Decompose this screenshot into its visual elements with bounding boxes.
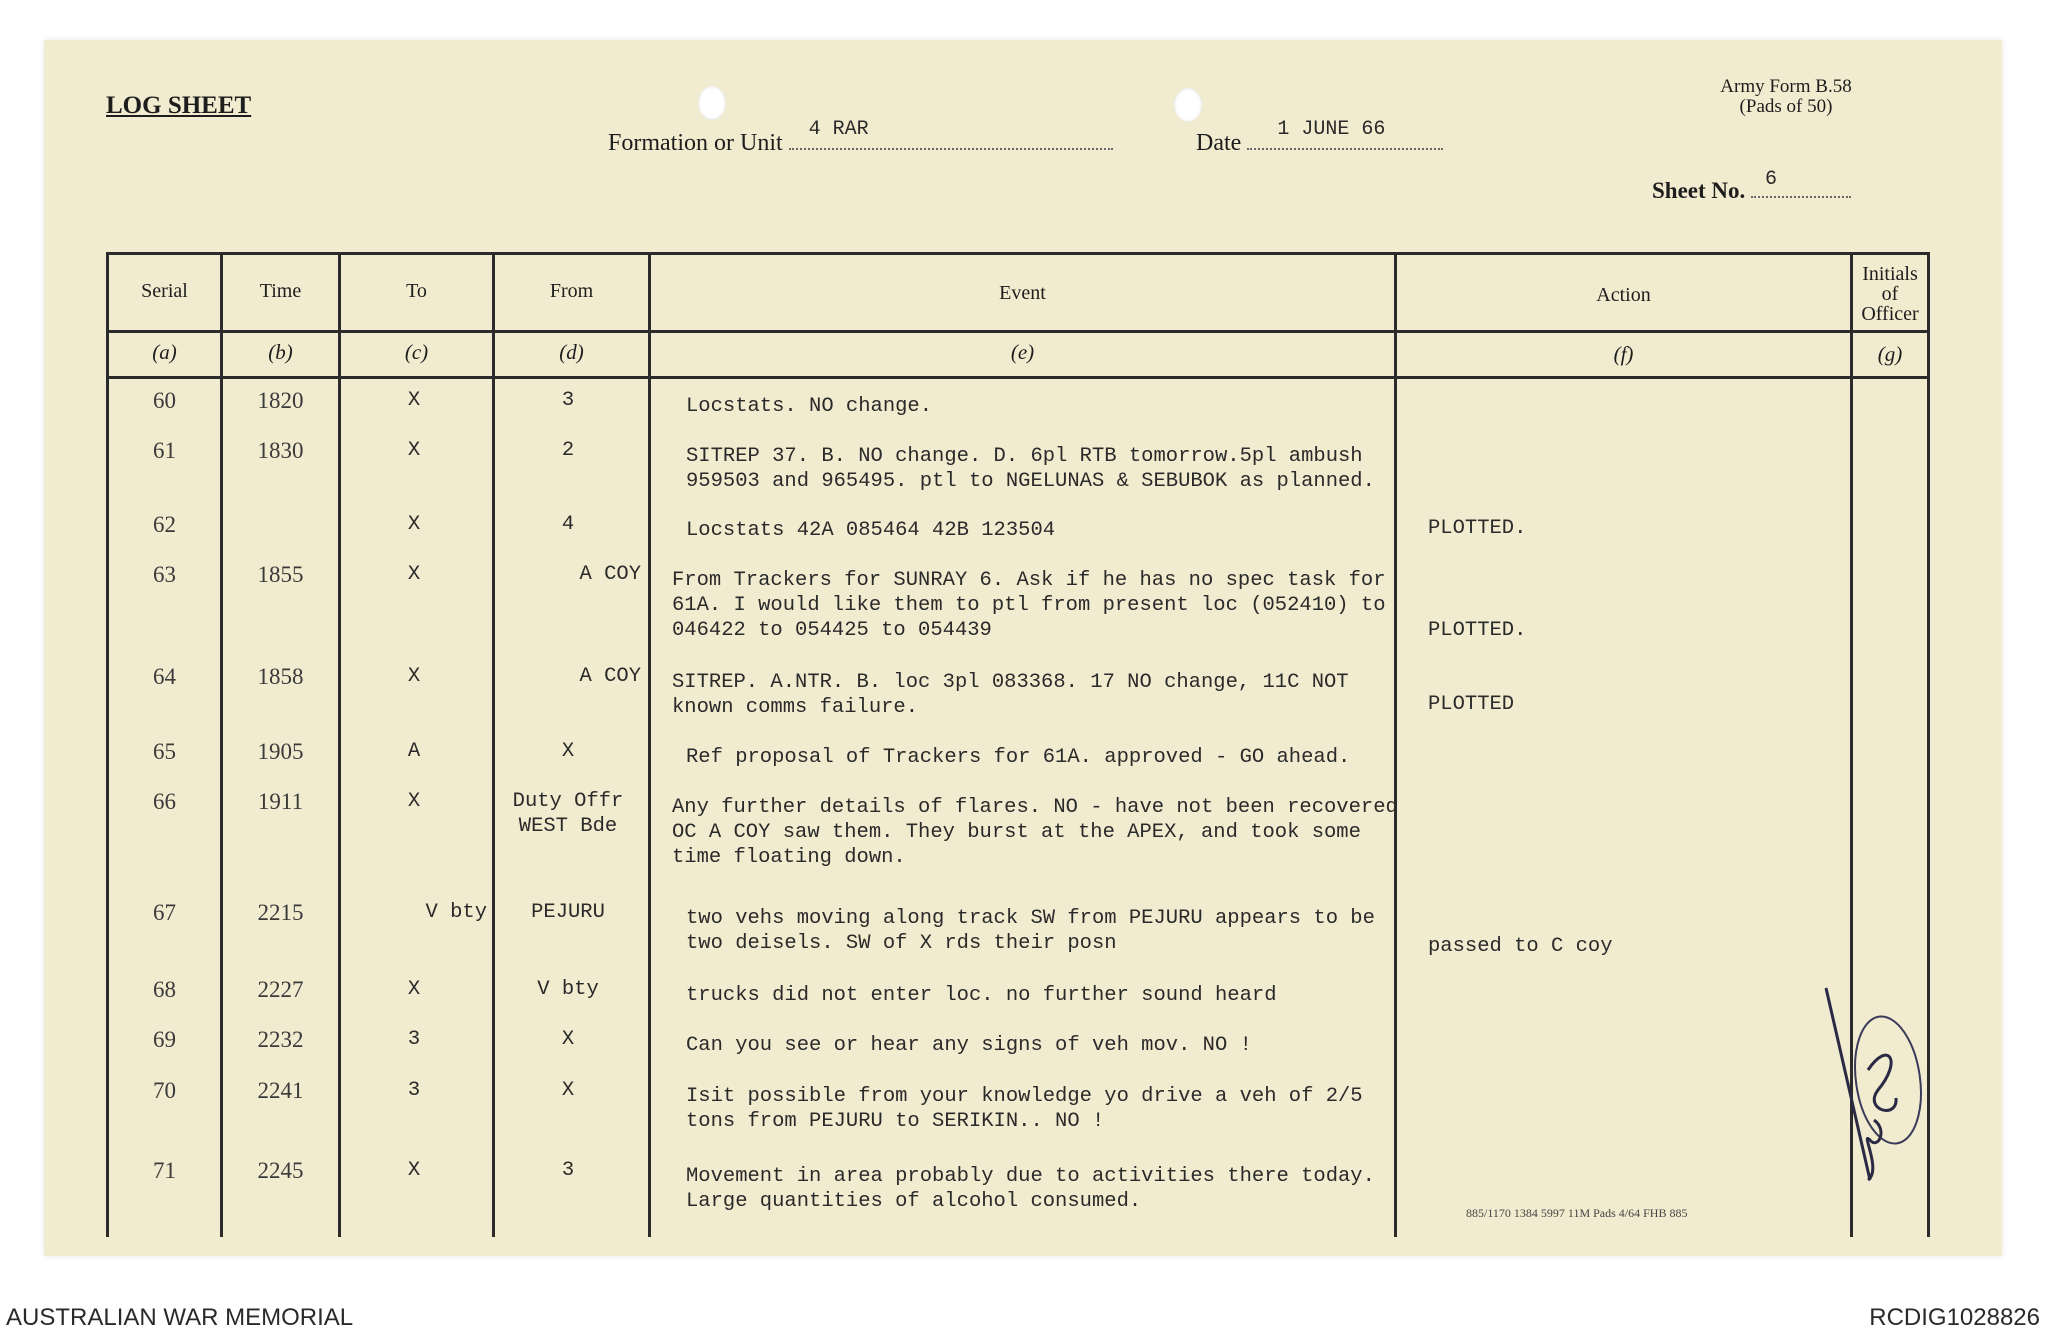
formation-value: 4 RAR bbox=[808, 118, 869, 141]
from-event-rule bbox=[648, 252, 651, 1237]
to-cell: 3 bbox=[407, 1079, 421, 1102]
header-divider-rule bbox=[106, 330, 1930, 333]
officer-initials-signature bbox=[1808, 980, 1928, 1200]
col-initials-line-2: of bbox=[1881, 283, 1899, 305]
col-initials-line-3: Officer bbox=[1861, 303, 1919, 325]
event-line: From Trackers for SUNRAY 6. Ask if he has no spec task for bbox=[672, 569, 1386, 592]
time-cell: 1855 bbox=[257, 562, 304, 587]
col-from-header: From bbox=[549, 280, 594, 302]
col-letter-g: (g) bbox=[1877, 342, 1903, 366]
from-cell: Duty Offr bbox=[512, 790, 624, 813]
event-line: trucks did not enter loc. no further sound heard bbox=[686, 984, 1277, 1007]
serial-cell: 62 bbox=[153, 512, 176, 537]
punch-hole-right bbox=[1174, 88, 1202, 122]
pads-note: (Pads of 50) bbox=[1739, 96, 1833, 117]
serial-cell: 66 bbox=[153, 789, 176, 814]
time-cell: 1911 bbox=[257, 789, 304, 814]
serial-cell: 63 bbox=[153, 562, 176, 587]
formation-value-line bbox=[789, 118, 1113, 150]
from-cell: 3 bbox=[561, 389, 575, 412]
col-initials-header bbox=[1853, 264, 1927, 324]
serial-cell: 71 bbox=[153, 1158, 176, 1183]
date-value: 1 JUNE 66 bbox=[1277, 118, 1386, 141]
punch-hole-left bbox=[698, 86, 726, 120]
event-line: SITREP. A.NTR. B. loc 3pl 083368. 17 NO change, 11C NOT bbox=[672, 671, 1349, 694]
time-cell: 2215 bbox=[257, 900, 304, 925]
serial-cell: 60 bbox=[153, 388, 176, 413]
col-serial-header: Serial bbox=[141, 280, 188, 302]
table-top-rule bbox=[106, 252, 1930, 255]
col-letter-e: (e) bbox=[1010, 340, 1035, 364]
col-letter-c: (c) bbox=[404, 340, 429, 364]
col-time-header: Time bbox=[259, 280, 302, 302]
to-cell: A bbox=[407, 740, 421, 763]
archive-credit: AUSTRALIAN WAR MEMORIAL bbox=[6, 1304, 354, 1331]
event-action-rule bbox=[1394, 252, 1397, 1237]
time-cell: 1905 bbox=[257, 739, 304, 764]
time-cell: 1830 bbox=[257, 438, 304, 463]
event-line: Isit possible from your knowledge yo drive a veh of 2/5 bbox=[686, 1085, 1363, 1108]
letters-divider-rule bbox=[106, 376, 1930, 379]
time-cell: 2245 bbox=[257, 1158, 304, 1183]
formation-field bbox=[608, 118, 1113, 157]
from-cell: 3 bbox=[561, 1159, 575, 1182]
event-line: Ref proposal of Trackers for 61A. approved - GO ahead. bbox=[686, 746, 1351, 769]
to-cell: X bbox=[407, 563, 421, 586]
serial-cell: 67 bbox=[153, 900, 176, 925]
army-form-number: Army Form B.58 bbox=[1720, 76, 1852, 97]
sheet-number-value: 6 bbox=[1765, 168, 1778, 191]
event-line: Can you see or hear any signs of veh mov. NO ! bbox=[686, 1034, 1252, 1057]
to-cell: X bbox=[407, 665, 421, 688]
event-line: known comms failure. bbox=[672, 696, 919, 719]
event-line: Movement in area probably due to activities there today. bbox=[686, 1165, 1375, 1188]
event-line: Any further details of flares. NO - have not been recovered bbox=[672, 796, 1398, 819]
army-form-label bbox=[1706, 76, 1866, 118]
col-letter-a: (a) bbox=[152, 340, 177, 364]
time-cell: 2241 bbox=[257, 1078, 304, 1103]
to-cell: X bbox=[407, 439, 421, 462]
time-cell: 2232 bbox=[257, 1027, 304, 1052]
date-field bbox=[1196, 118, 1443, 157]
print-code: 885/1170 1384 5997 11M Pads 4/64 FHB 885 bbox=[1466, 1206, 1688, 1220]
to-cell: V bty bbox=[425, 901, 487, 924]
event-line: 61A. I would like them to ptl from present loc (052410) to bbox=[672, 594, 1386, 617]
event-line: SITREP 37. B. NO change. D. 6pl RTB tomorrow.5pl ambush bbox=[686, 445, 1363, 468]
action-line: passed to C coy bbox=[1428, 935, 1613, 958]
action-line: PLOTTED. bbox=[1428, 619, 1527, 642]
time-cell: 1820 bbox=[257, 388, 304, 413]
event-line: 959503 and 965495. ptl to NGELUNAS & SEBUBOK as planned. bbox=[686, 470, 1375, 493]
col-letter-b: (b) bbox=[268, 340, 293, 364]
event-line: Locstats. NO change. bbox=[686, 395, 933, 418]
to-cell: 3 bbox=[407, 1028, 421, 1051]
event-line: Large quantities of alcohol consumed. bbox=[686, 1190, 1142, 1213]
event-line: two vehs moving along track SW from PEJURU appears to be bbox=[686, 907, 1375, 930]
serial-cell: 61 bbox=[153, 438, 176, 463]
event-line: tons from PEJURU to SERIKIN.. NO ! bbox=[686, 1110, 1105, 1133]
from-cell: 4 bbox=[561, 513, 575, 536]
to-cell: X bbox=[407, 389, 421, 412]
from-cell: A COY bbox=[579, 563, 641, 586]
col-letter-d: (d) bbox=[559, 340, 584, 364]
from-cell-line-2: WEST Bde bbox=[518, 815, 618, 838]
from-cell: A COY bbox=[579, 665, 641, 688]
action-line: PLOTTED. bbox=[1428, 517, 1527, 540]
time-cell: 1858 bbox=[257, 664, 304, 689]
serial-cell: 69 bbox=[153, 1027, 176, 1052]
archive-id: RCDIG1028826 bbox=[1869, 1304, 2040, 1331]
col-letter-f: (f) bbox=[1613, 342, 1634, 366]
event-line: two deisels. SW of X rds their posn bbox=[686, 932, 1117, 955]
time-cell: 2227 bbox=[257, 977, 304, 1002]
from-cell: X bbox=[561, 740, 575, 763]
to-cell: X bbox=[407, 978, 421, 1001]
sheet-number-field bbox=[1652, 168, 1851, 204]
to-cell: X bbox=[407, 513, 421, 536]
serial-cell: 70 bbox=[153, 1078, 176, 1103]
col-to-header: To bbox=[406, 280, 427, 302]
action-line: PLOTTED bbox=[1428, 693, 1515, 716]
serial-cell: 64 bbox=[153, 664, 176, 689]
serial-cell: 68 bbox=[153, 977, 176, 1002]
event-line: time floating down. bbox=[672, 846, 906, 869]
date-value-line bbox=[1247, 118, 1443, 150]
from-cell: PEJURU bbox=[531, 901, 605, 924]
sheet-number-label: Sheet No. bbox=[1652, 178, 1746, 203]
from-cell: X bbox=[561, 1079, 575, 1102]
event-line: Locstats 42A 085464 42B 123504 bbox=[686, 519, 1056, 542]
from-cell: X bbox=[561, 1028, 575, 1051]
to-cell: X bbox=[407, 1159, 421, 1182]
from-cell: 2 bbox=[561, 439, 575, 462]
formation-label: Formation or Unit bbox=[608, 130, 783, 156]
event-line: 046422 to 054425 to 054439 bbox=[672, 619, 992, 642]
event-line: OC A COY saw them. They burst at the APEX, and took some bbox=[672, 821, 1361, 844]
date-label: Date bbox=[1196, 130, 1242, 156]
col-initials-line-1: Initials bbox=[1862, 263, 1918, 285]
col-action-header: Action bbox=[1596, 284, 1651, 306]
col-event-header: Event bbox=[999, 282, 1046, 304]
serial-cell: 65 bbox=[153, 739, 176, 764]
sheet-number-line bbox=[1751, 168, 1851, 198]
to-cell: X bbox=[407, 790, 421, 813]
form-title: LOG SHEET bbox=[106, 92, 252, 119]
from-cell: V bty bbox=[537, 978, 599, 1001]
